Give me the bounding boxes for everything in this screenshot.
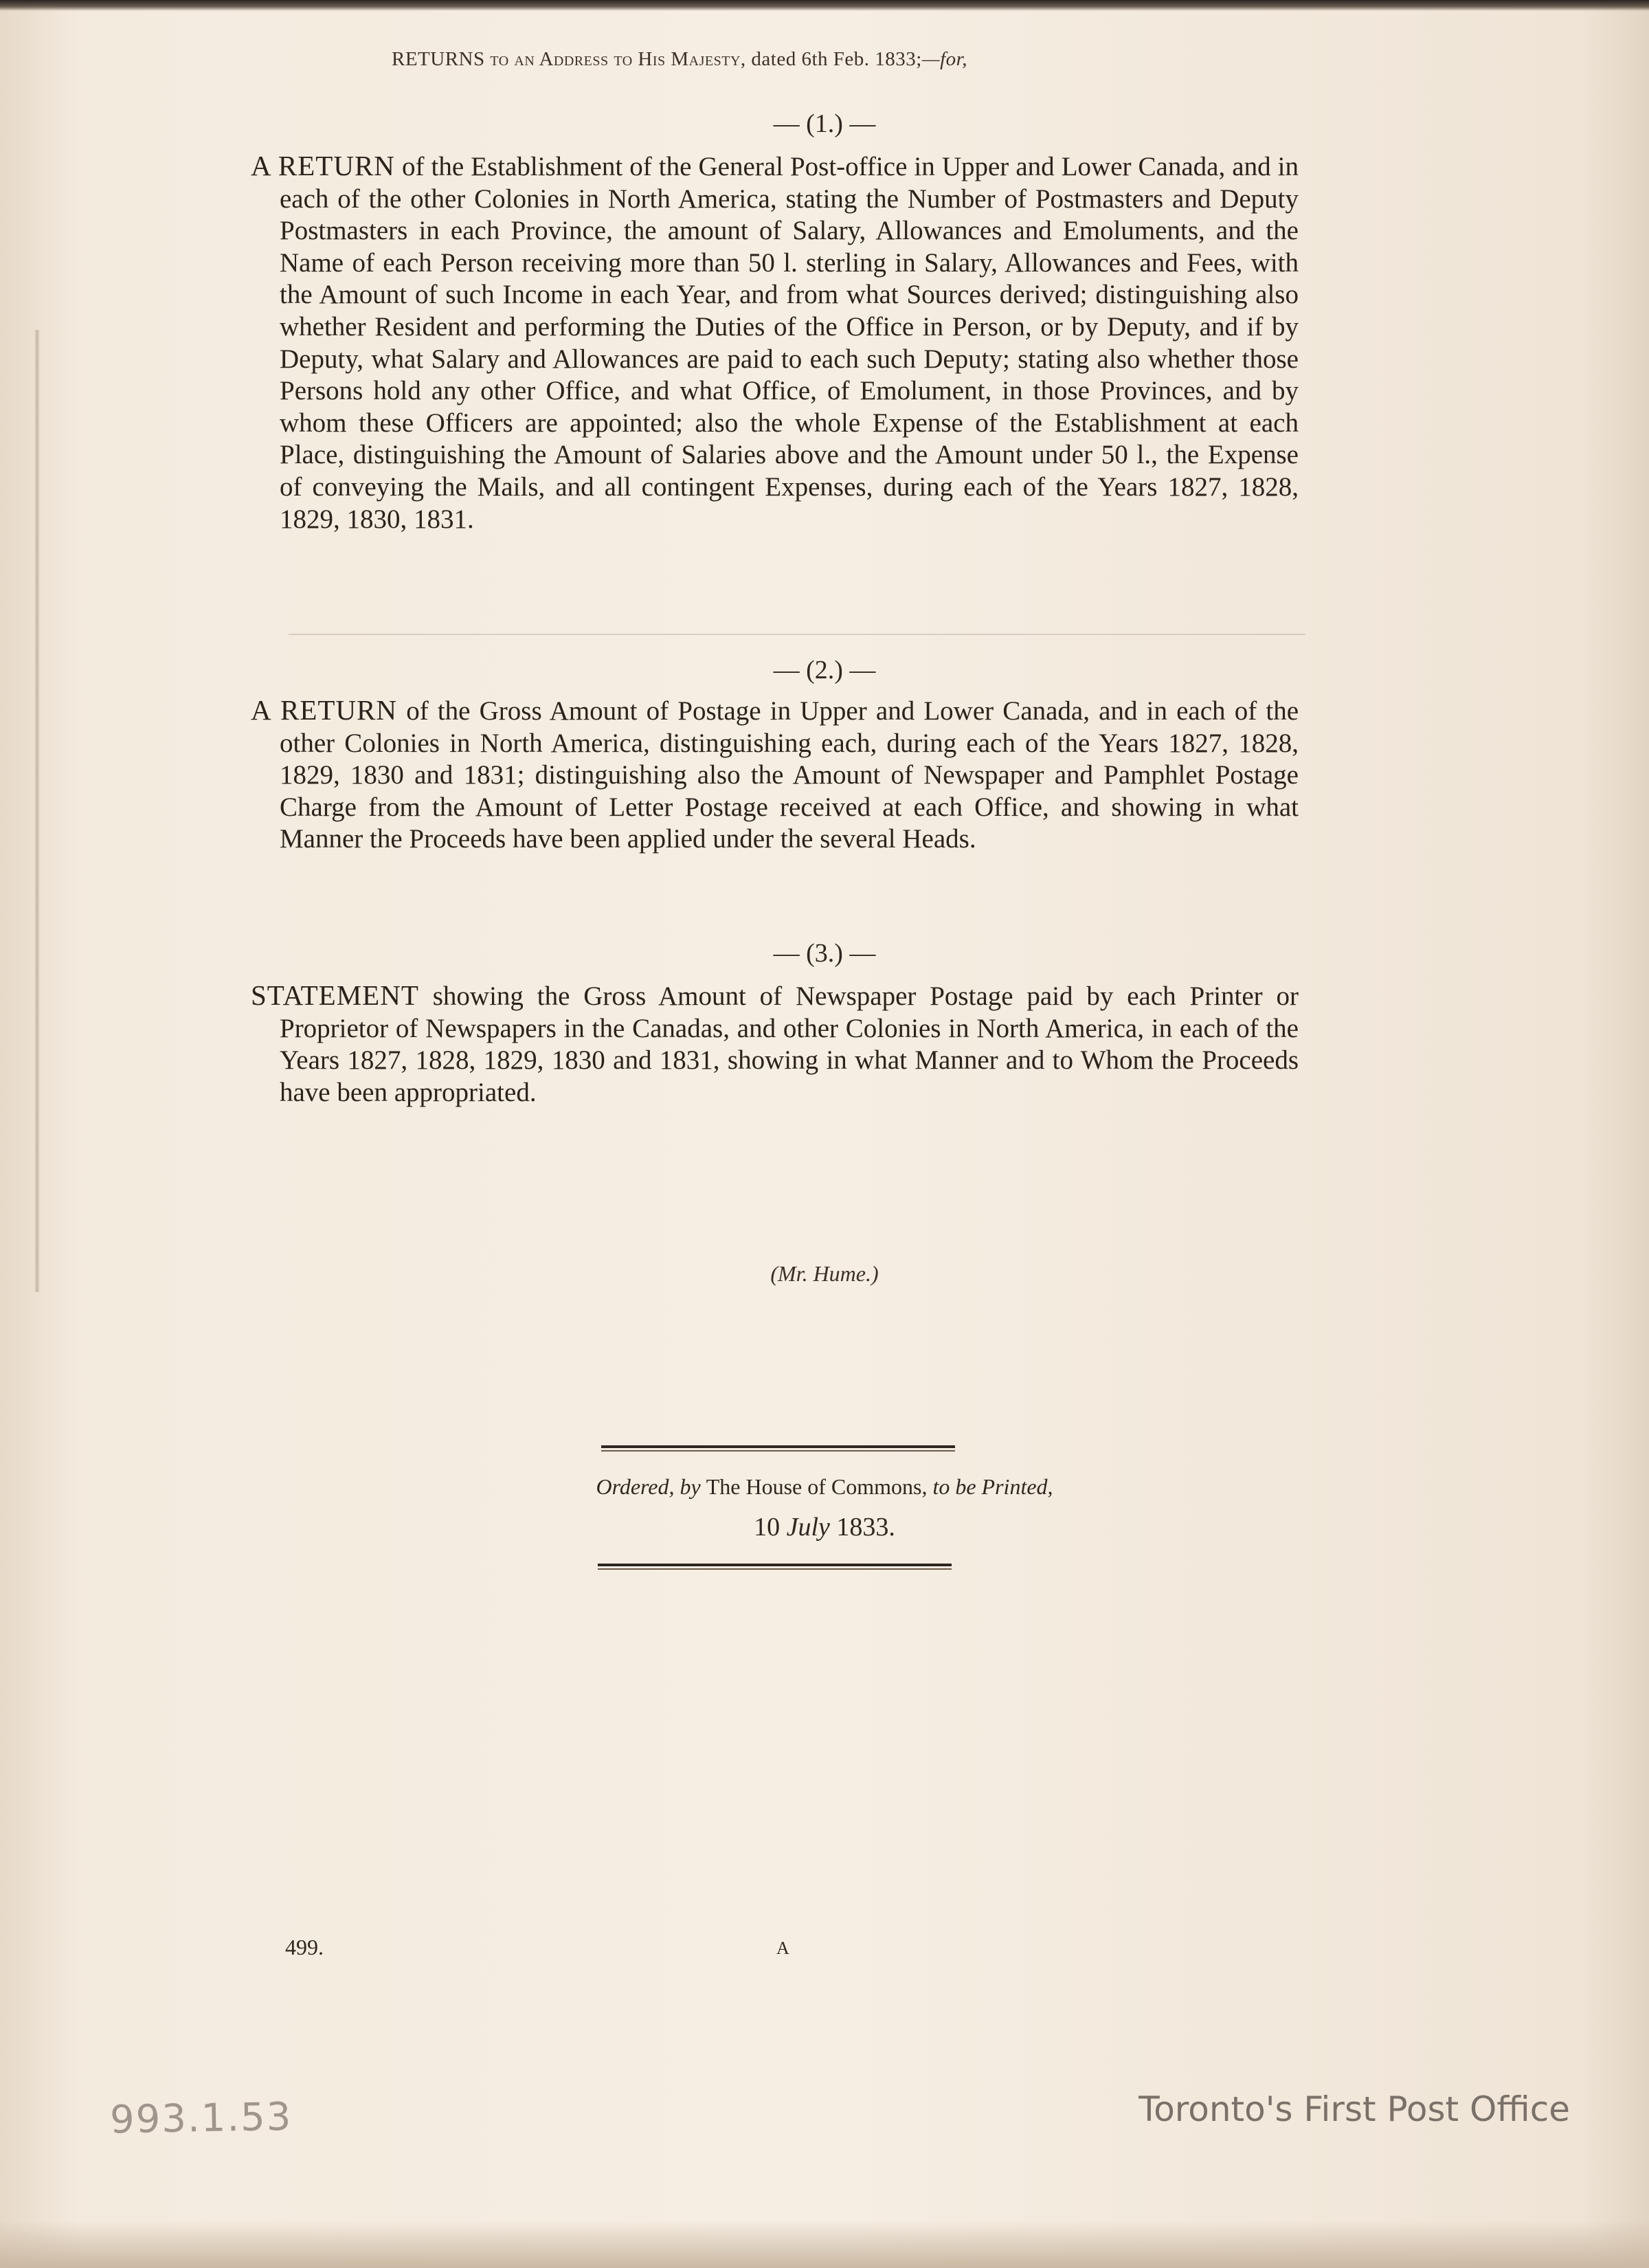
section-2-paragraph (251, 694, 1299, 856)
header-ref-prefix: RETURNS to an Address to His Majesty, (392, 48, 746, 70)
catalog-number: 993.1.53 (109, 2094, 293, 2143)
order-date-day: 10 (754, 1513, 787, 1542)
section-1-paragraph (251, 150, 1299, 535)
order-line (0, 1474, 1649, 1500)
mover-name: (Mr. Hume.) (770, 1261, 879, 1286)
order-by: by (674, 1474, 706, 1499)
section-3-number: — (3.) — (773, 939, 876, 968)
watermark-caption: Toronto's First Post Office (1138, 2089, 1570, 2129)
signature-mark: A (776, 1938, 789, 1958)
page-bottom-edge (0, 2220, 1649, 2268)
section-1-lead: A RETURN (251, 150, 395, 181)
binding-fold (34, 330, 40, 1292)
section-1-text: of the Establishment of the General Post-office in Upper and Lower Canada, and in each of the other Colonies in North America, stating the Number of Postmasters and Deputy Postmasters in each Province, the amount of Salary, Allowances and Emoluments, and the Name of each Person receiving more than 50 l. sterling in Salary, Allowances and Fees, with the Amount of such Income in each Year, and from what Sources derived; distinguishing also whether Resident and performing the Duties of the Office in Person, or by Deputy, and if by Deputy, what Salary and Allowances are paid to each such Deputy; stating also whether those Persons hold any other Office, and what Office, of Emolument, in those Provinces, and by whom these Officers are appointed; also the whole Expense of the Establishment at each Place, distinguishing the Amount of Salaries above and the Amount under 50 l., the Expense of conveying the Mails, and all contingent Expenses, during each of the Years 1827, 1828, 1829, 1830, 1831. (280, 152, 1299, 534)
order-ordered: Ordered, (596, 1474, 675, 1499)
page-top-edge (0, 0, 1649, 11)
section-3-lead: STATEMENT (251, 979, 419, 1011)
order-date-month: July (786, 1513, 830, 1542)
section-3-paragraph (251, 979, 1299, 1109)
section-2-text: of the Gross Amount of Postage in Upper and Lower Canada, and in each of the other Colonies in North America, distinguishing each, during each of the Years 1827, 1828, 1829, 1830 and 1831; distinguishing also the Amount of Newspaper and Pamphlet Postage Charge from the Amount of Letter Postage received at each Office, and showing in what Manner the Proceeds have been applied under the several Heads. (280, 696, 1299, 854)
section-2-lead: A RETURN (251, 694, 398, 726)
order-rule-top (601, 1445, 955, 1452)
order-printed: to be Printed, (927, 1474, 1053, 1499)
section-1-number: — (1.) — (773, 109, 876, 138)
order-date-year: 1833. (829, 1513, 895, 1542)
order-house: The House of Commons, (706, 1474, 928, 1499)
section-divider-1 (289, 634, 1305, 635)
order-date (0, 1512, 1649, 1542)
header-ref-for: —for, (921, 48, 967, 70)
header-reference-line (392, 48, 967, 71)
section-2-number: — (2.) — (773, 656, 876, 685)
section-3-text: showing the Gross Amount of Newspaper Postage paid by each Printer or Proprietor of Newspapers in the Canadas, and other Colonies in North America, in each of the Years 1827, 1828, 1829, 1830 and 1831, showing in what Manner and to Whom the Proceeds have been appropriated. (280, 981, 1299, 1107)
header-ref-date: dated 6th Feb. 1833; (745, 48, 922, 70)
page-number: 499. (285, 1935, 324, 1959)
order-rule-bottom (598, 1564, 952, 1570)
